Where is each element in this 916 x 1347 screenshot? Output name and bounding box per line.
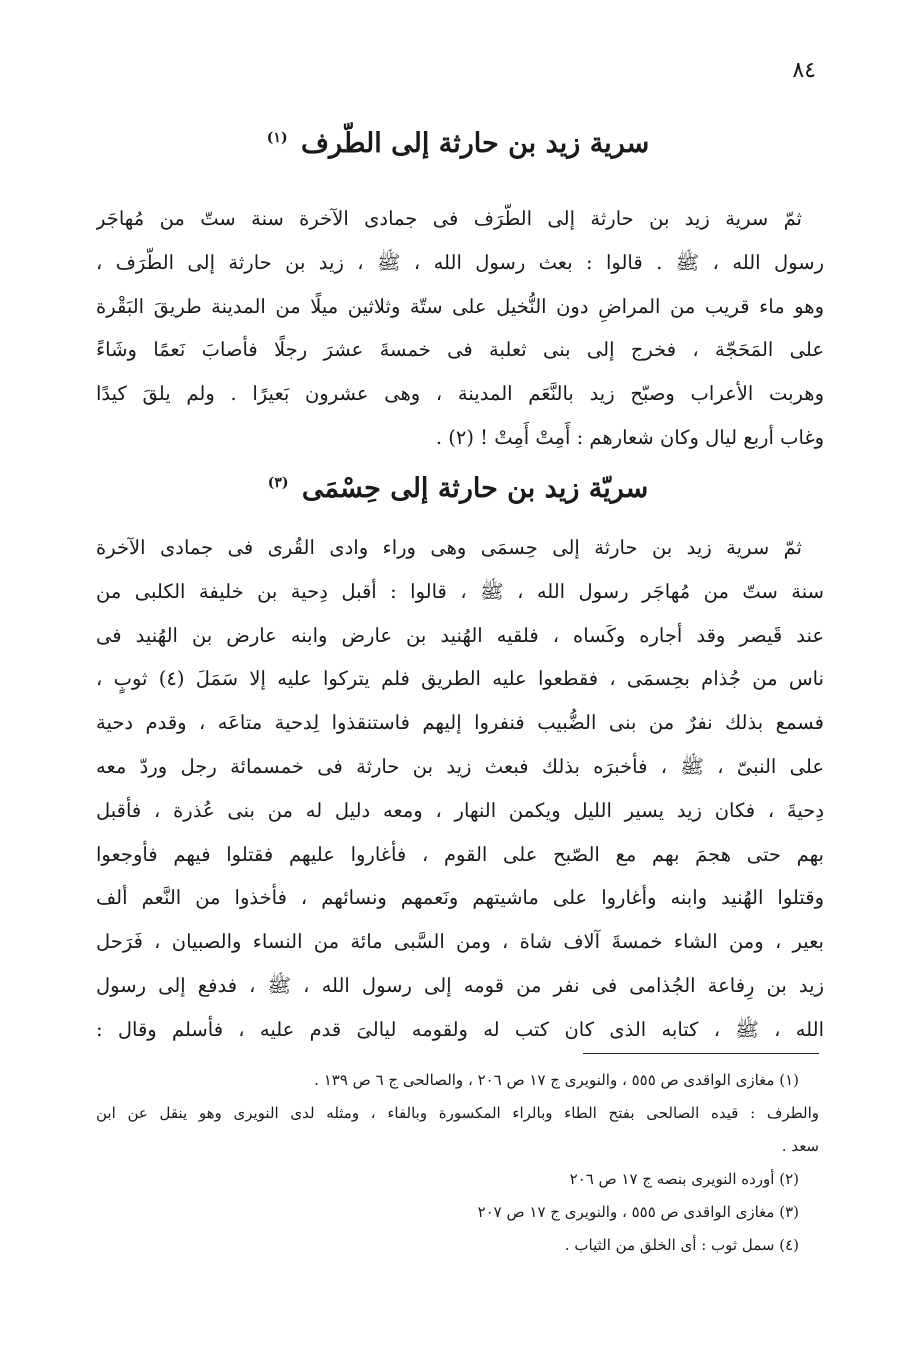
section-title-hisma [100, 473, 816, 504]
paragraph-line: بعير ، ومن الشاء خمسةَ آلاف شاة ، ومن السَّبى مائة من النساء والصبيان ، فَرَحل [96, 930, 824, 954]
paragraph-line: فسمع بذلك نفرٌ من بنى الضُّبيب فنفروا إليهم فاستنقذوا لِدحية متاعَه ، وقدم دحية [96, 711, 824, 735]
footnote-2: (٢) أورده النويرى بنصه ج ١٧ ص ٢٠٦ [569, 1170, 799, 1188]
footnote-divider [583, 1053, 819, 1054]
section-title-text: سرية زيد بن حارثة إلى الطّرف [300, 128, 650, 159]
paragraph-line: وقتلوا الهُنيد وابنه وأغاروا على ماشيتهم ونَعمهم ونسائهم ، فأخذوا من النَّعم ألف [96, 886, 824, 910]
paragraph-line: ثمّ سرية زيد بن حارثة إلى حِسمَى وهى وراء وادى القُرى فى جمادى الآخرة [96, 536, 802, 559]
paragraph-line: وهربت الأعراب وصبّح زيد بالنَّعَم المدينة ، وهى عشرون بَعيرًا . ولم يلقَ كيدًا [96, 382, 824, 406]
footnote-1-continued: سعد . [781, 1137, 819, 1155]
paragraph-line: سنة ستّ من مُهاجَر رسول الله ، ﷺ ، قالوا : أقبل دِحية بن خليفة الكلبى من [96, 579, 824, 603]
footnote-ref: (١) [266, 130, 288, 146]
section-title-text: سريّة زيد بن حارثة إلى حِسْمَى [301, 473, 649, 504]
paragraph-line: بهم حتى هجمَ بهم مع الصّبح على القوم ، فأغاروا عليهم فقتلوا فيهم فأوجعوا [96, 842, 824, 866]
paragraph-line: الله ، ﷺ ، كتابه الذى كان كتب له ولقومه ليالىَ قدم عليه ، فأسلم وقال : [96, 1017, 824, 1041]
paragraph-line: وغاب أربع ليال وكان شعارهم : أَمِتْ أَمِتْ ! (٢) . [435, 425, 824, 449]
section-body-taraf [96, 197, 824, 460]
paragraph-line: ثمّ سرية زيد بن حارثة إلى الطّرَف فى جمادى الآخرة سنة ستّ من مُهاجَر [96, 207, 802, 230]
paragraph-line: زيد بن رِفاعة الجُذامى فى نفر من قومه إلى رسول الله ، ﷺ ، فدفع إلى رسول [96, 973, 824, 997]
paragraph-line: عند قَيصر وقد أجاره وكَساه ، فلقيه الهُنيد بن عارض وابنه عارض بن الهُنيد فى [96, 623, 824, 647]
footnote-3: (٣) مغازى الواقدى ص ٥٥٥ ، والنويرى ج ١٧ ص ٢٠٧ [477, 1203, 799, 1221]
paragraph-line: دِحيةَ ، فكان زيد يسير الليل ويكمن النهار ، ومعه دليل له من بنى عُذرة ، فأقبل [96, 798, 824, 822]
footnotes [96, 1064, 819, 1262]
section-title-taraf [100, 128, 816, 159]
footnote-ref: (٣) [267, 475, 289, 491]
section-body-hisma [96, 526, 824, 1052]
footnote-4: (٤) سمل ثوب : أى الخلق من الثياب . [564, 1236, 799, 1254]
paragraph-line: ناس من جُذام بحِسمَى ، فقطعوا عليه الطريق فلم يتركوا عليه إلا سَمَلَ (٤) ثوبٍ ، [96, 667, 824, 691]
paragraph-line: على المَحَجّة ، فخرج إلى بنى ثعلبة فى خمسةَ عشرَ رجلًا فأصابَ نَعمًا وشَاءً [96, 338, 824, 362]
paragraph-line: على النبىّ ، ﷺ ، فأخبرَه بذلك فبعث زيد بن حارثة فى خمسمائة رجل وردّ معه [96, 754, 824, 778]
footnote-1: (١) مغازى الواقدى ص ٥٥٥ ، والنويرى ج ١٧ ص ٢٠٦ ، والصالحى ج ٦ ص ١٣٩ . [314, 1071, 799, 1089]
footnote-1-continued: والطرف : قيده الصالحى بفتح الطاء وبالراء المكسورة وبالفاء ، ومثله لدى النويرى وهو ينقل عن ابن [96, 1104, 819, 1122]
page-number: ٨٤ [792, 58, 816, 83]
paragraph-line: رسول الله ، ﷺ . قالوا : بعث رسول الله ، ﷺ ، زيد بن حارثة إلى الطّرَف ، [96, 250, 824, 274]
paragraph-line: وهو ماء قريب من المراضِ دون النُّخيل على ستّة وثلاثين ميلًا من المدينة طريقَ البَقْرة [96, 294, 824, 318]
